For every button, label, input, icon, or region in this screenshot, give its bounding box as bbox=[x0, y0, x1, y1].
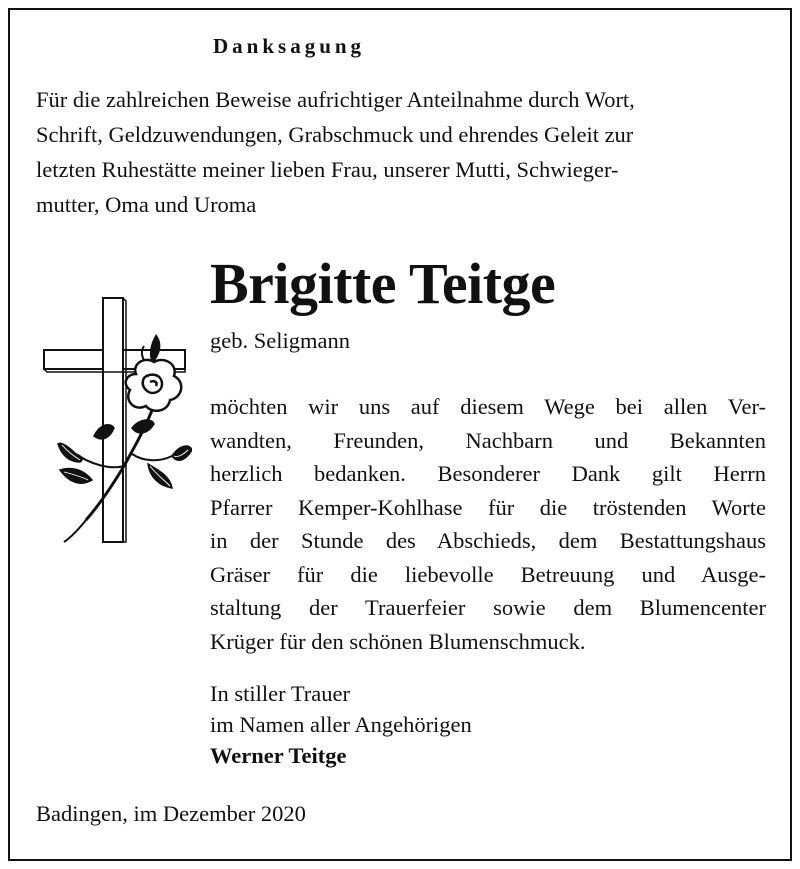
body-line: möchten wir uns auf diesem Wege bei allen Ver- bbox=[210, 394, 766, 419]
body-line: Gräser für die liebevolle Betreuung und Ausge- bbox=[210, 561, 766, 587]
place-date: Badingen, im Dezember 2020 bbox=[36, 801, 306, 826]
intro-line: Schrift, Geldzuwendungen, Grabschmuck und ehrendes Geleit zur bbox=[36, 122, 634, 147]
body-line: in der Stunde des Abschieds, dem Bestattungshaus bbox=[210, 528, 766, 553]
cross-with-rose-icon bbox=[40, 294, 192, 546]
closing-line: im Namen aller Angehörigen bbox=[210, 712, 472, 737]
body-line: Krüger für den schönen Blumenschmuck. bbox=[210, 628, 586, 654]
body-text bbox=[210, 390, 766, 658]
body-line: Pfarrer Kemper-Kohlhase für die tröstenden Worte bbox=[210, 494, 766, 520]
signature: Werner Teitge bbox=[210, 743, 347, 768]
notice-heading: Danksagung bbox=[213, 34, 366, 58]
deceased-name: Brigitte Teitge bbox=[210, 251, 556, 316]
body-line: herzlich bedanken. Besonderer Dank gilt Herrn bbox=[210, 461, 766, 486]
body-line: wandten, Freunden, Nachbarn und Bekannten bbox=[210, 427, 766, 453]
birth-name: geb. Seligmann bbox=[210, 328, 350, 353]
intro-line: mutter, Oma und Uroma bbox=[36, 192, 257, 217]
intro-line: letzten Ruhestätte meiner lieben Frau, unserer Mutti, Schwieger- bbox=[36, 157, 619, 182]
closing-line: In stiller Trauer bbox=[210, 681, 350, 706]
closing-block bbox=[210, 678, 472, 771]
intro-text bbox=[36, 82, 635, 222]
body-line: staltung der Trauerfeier sowie dem Blumencenter bbox=[210, 595, 766, 620]
intro-line: Für die zahlreichen Beweise aufrichtiger Anteilnahme durch Wort, bbox=[36, 87, 635, 112]
